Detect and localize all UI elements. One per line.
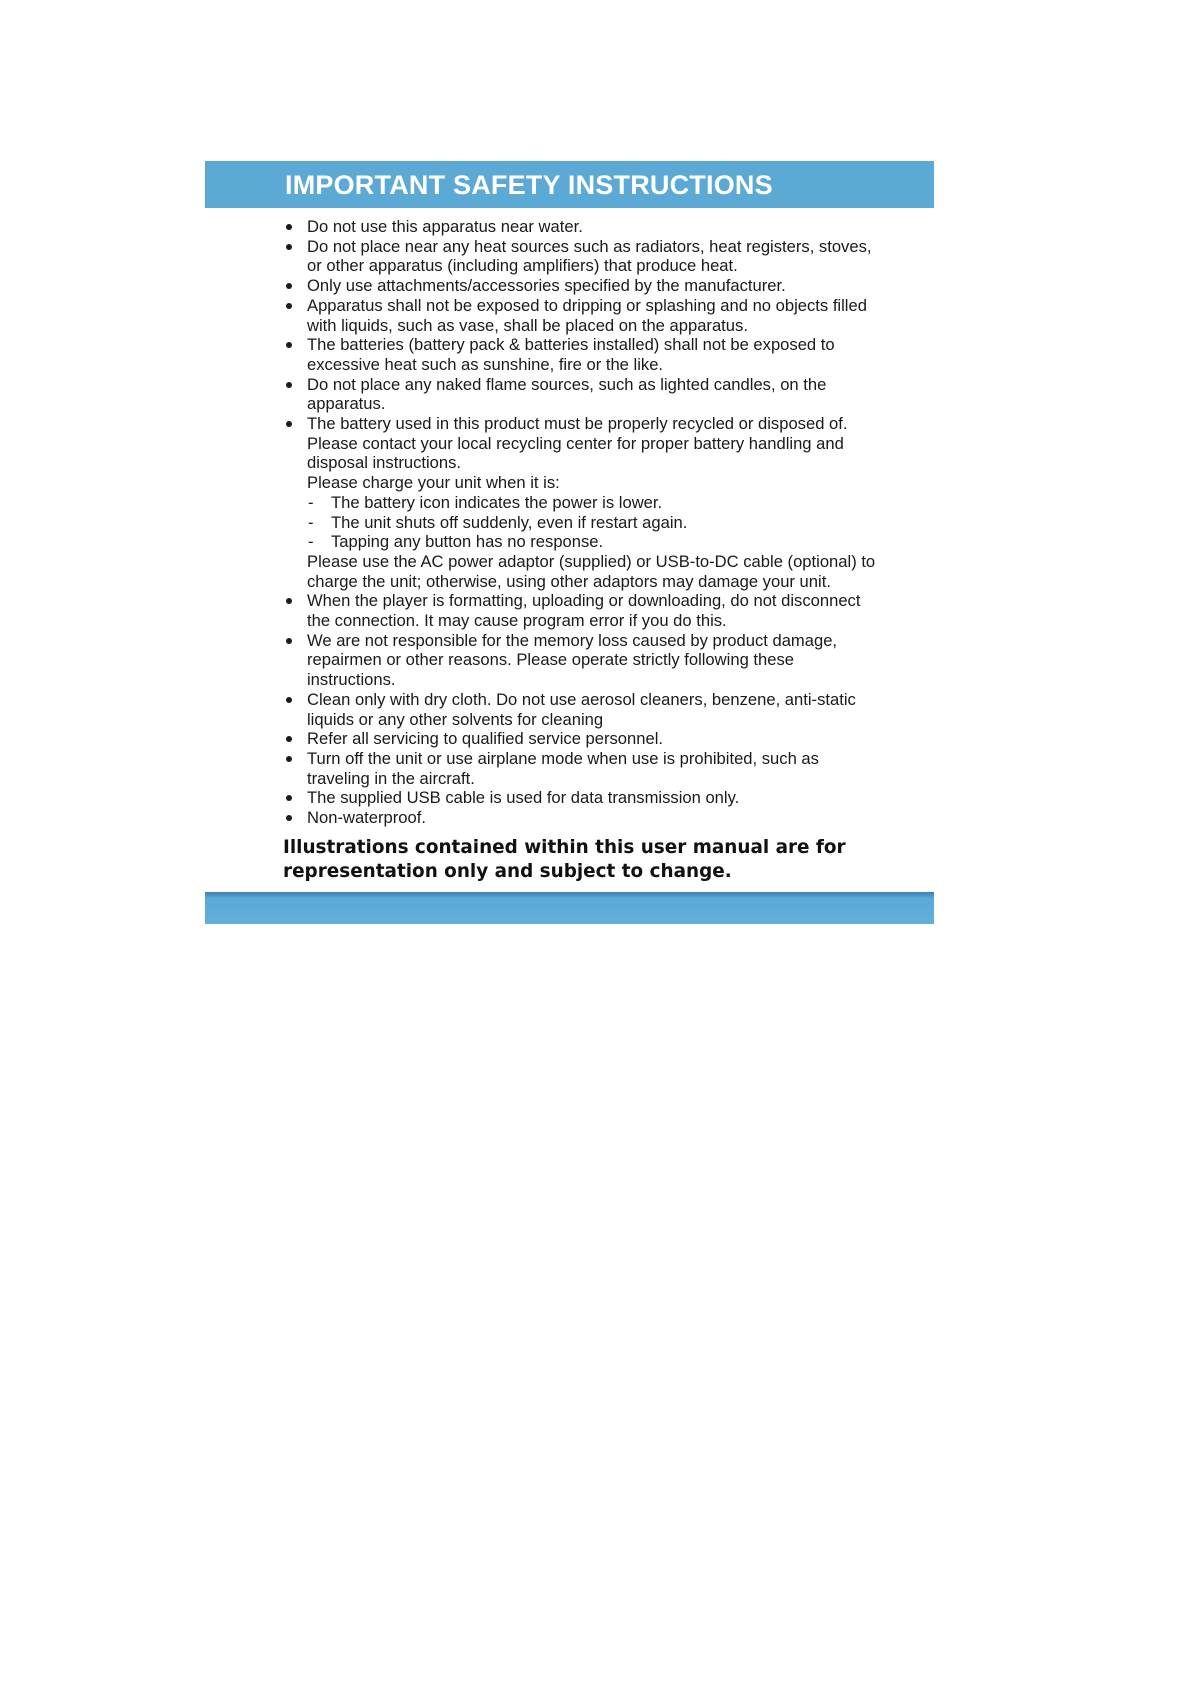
sub-list-item bbox=[283, 513, 883, 533]
disclaimer-note: Illustrations contained within this user manual are for representation only and subject to change. bbox=[283, 836, 846, 882]
bullet-icon bbox=[286, 736, 292, 742]
sub-list-item bbox=[283, 532, 883, 552]
instructions-list bbox=[283, 217, 883, 828]
list-item bbox=[283, 375, 883, 414]
list-item bbox=[283, 788, 883, 808]
page-title: IMPORTANT SAFETY INSTRUCTIONS bbox=[285, 170, 773, 200]
header-bar bbox=[205, 161, 934, 208]
list-item bbox=[283, 237, 883, 276]
sub-list-item bbox=[283, 493, 883, 513]
safety-instructions-page bbox=[205, 161, 934, 924]
item-text: The supplied USB cable is used for data transmission only. bbox=[307, 788, 740, 808]
item-text: Non-waterproof. bbox=[307, 808, 426, 828]
bullet-icon bbox=[286, 224, 292, 230]
item-text: Do not place near any heat sources such as radiators, heat registers, stoves, or other apparatus (including amplifiers) that produce heat. bbox=[307, 236, 872, 276]
item-text: Do not place any naked flame sources, such as lighted candles, on the apparatus. bbox=[307, 374, 827, 414]
list-item bbox=[283, 276, 883, 296]
bullet-icon bbox=[286, 382, 292, 388]
item-text: When the player is formatting, uploading or downloading, do not disconnect the connection. It may cause program error if you do this. bbox=[307, 591, 861, 631]
list-item bbox=[283, 591, 883, 630]
footer-bar bbox=[205, 892, 934, 924]
sub-item-text: The unit shuts off suddenly, even if restart again. bbox=[331, 512, 688, 532]
instructions-content bbox=[205, 208, 883, 884]
bullet-icon bbox=[286, 244, 292, 250]
list-item bbox=[283, 729, 883, 749]
bullet-icon bbox=[286, 697, 292, 703]
bullet-icon bbox=[286, 283, 292, 289]
list-item-battery bbox=[283, 414, 883, 591]
list-item bbox=[283, 631, 883, 690]
list-item bbox=[283, 690, 883, 729]
list-item bbox=[283, 808, 883, 828]
bullet-icon bbox=[286, 795, 292, 801]
item-text: Turn off the unit or use airplane mode when use is prohibited, such as traveling in the aircraft. bbox=[307, 748, 819, 788]
item-text: The battery used in this product must be properly recycled or disposed of. Please contact your local recycling center for proper battery handling and disposal instructions. bbox=[307, 414, 848, 473]
item-text: Clean only with dry cloth. Do not use aerosol cleaners, benzene, anti-static liquids or any other solvents for cleaning bbox=[307, 689, 856, 729]
bullet-icon bbox=[286, 598, 292, 604]
item-text: We are not responsible for the memory loss caused by product damage, repairmen or other reasons. Please operate strictly following these instructions. bbox=[307, 630, 838, 690]
bullet-icon bbox=[286, 342, 292, 348]
bullet-icon bbox=[286, 303, 292, 309]
item-text: Apparatus shall not be exposed to dripping or splashing and no objects filled with liquids, such as vase, shall be placed on the apparatus. bbox=[307, 295, 867, 335]
item-text: Refer all servicing to qualified service personnel. bbox=[307, 729, 664, 749]
charge-intro: Please charge your unit when it is: bbox=[307, 473, 560, 493]
dash-marker: - bbox=[308, 532, 314, 552]
sub-item-text: Tapping any button has no response. bbox=[331, 532, 604, 552]
bullet-icon bbox=[286, 421, 292, 427]
bullet-icon bbox=[286, 756, 292, 762]
list-item bbox=[283, 217, 883, 237]
list-item bbox=[283, 296, 883, 335]
dash-marker: - bbox=[308, 492, 314, 512]
bullet-icon bbox=[286, 815, 292, 821]
adaptor-note: Please use the AC power adaptor (supplied) or USB-to-DC cable (optional) to charge the unit; otherwise, using other adaptors may damage your unit. bbox=[307, 551, 876, 591]
item-text: Do not use this apparatus near water. bbox=[307, 217, 583, 236]
bullet-icon bbox=[286, 638, 292, 644]
charge-conditions-list bbox=[283, 493, 883, 552]
list-item bbox=[283, 749, 883, 788]
list-item bbox=[283, 335, 883, 374]
dash-marker: - bbox=[308, 512, 314, 532]
item-text: Only use attachments/accessories specified by the manufacturer. bbox=[307, 276, 786, 296]
item-text: The batteries (battery pack & batteries installed) shall not be exposed to excessive heat such as sunshine, fire or the like. bbox=[307, 335, 835, 374]
sub-item-text: The battery icon indicates the power is lower. bbox=[331, 492, 663, 512]
